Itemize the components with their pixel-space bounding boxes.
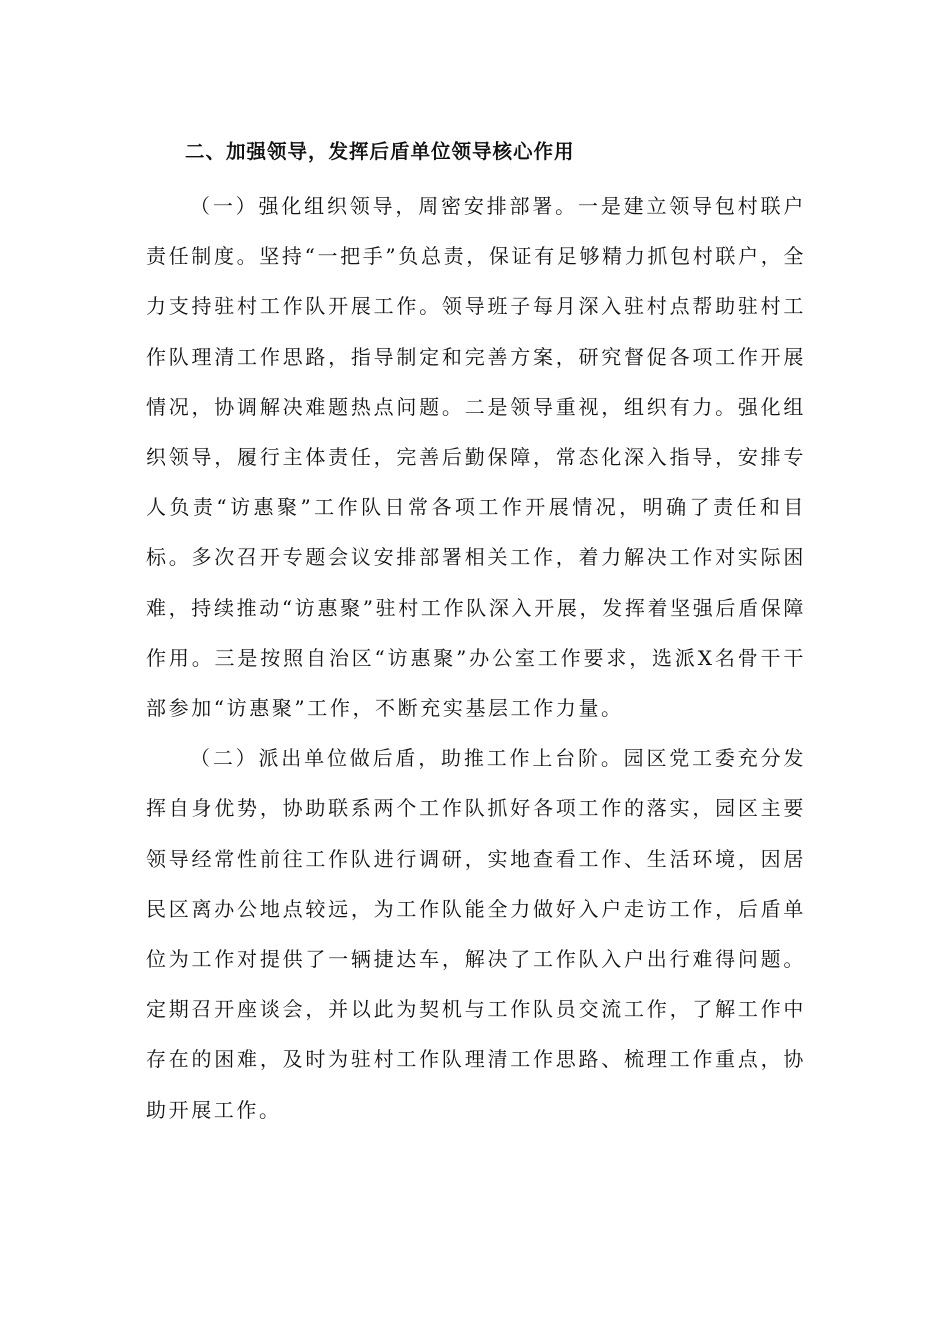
paragraph-backing-unit-support: （二）派出单位做后盾，助推工作上台阶。园区党工委充分发挥自身优势，协助联系两个工作队抓好各项工作的落实，园区主要领导经常性前往工作队进行调研，实地查看工作、生活环境，因居民区离办公地点较远，为工作队能全力做好入户走访工作，后盾单位为工作对提供了一辆捷达车，解决了工作队入户出行难得问题。定期召开座谈会，并以此为契机与工作队员交流工作，了解工作中存在的困难，及时为驻村工作队理清工作思路、梳理工作重点，协助开展工作。: [146, 746, 806, 1122]
section-heading: 二、加强领导，发挥后盾单位领导核心作用: [185, 140, 575, 163]
document-body: [146, 127, 806, 1135]
paragraph-organization-leadership: （一）强化组织领导，周密安排部署。一是建立领导包村联户责任制度。坚持“一把手”负总责，保证有足够精力抓包村联户，全力支持驻村工作队开展工作。领导班子每月深入驻村点帮助驻村工作队理清工作思路，指导制定和完善方案，研究督促各项工作开展情况，协调解决难题热点问题。二是领导重视，组织有力。强化组织领导，履行主体责任，完善后勤保障，常态化深入指导，安排专人负责“访惠聚”工作队日常各项工作开展情况，明确了责任和目标。多次召开专题会议安排部署相关工作，着力解决工作对实际困难，持续推动“访惠聚”驻村工作队深入开展，发挥着坚强后盾保障作用。三是按照自治区“访惠聚”办公室工作要求，选派X名骨干干部参加“访惠聚”工作，不断充实基层工作力量。: [146, 194, 806, 721]
